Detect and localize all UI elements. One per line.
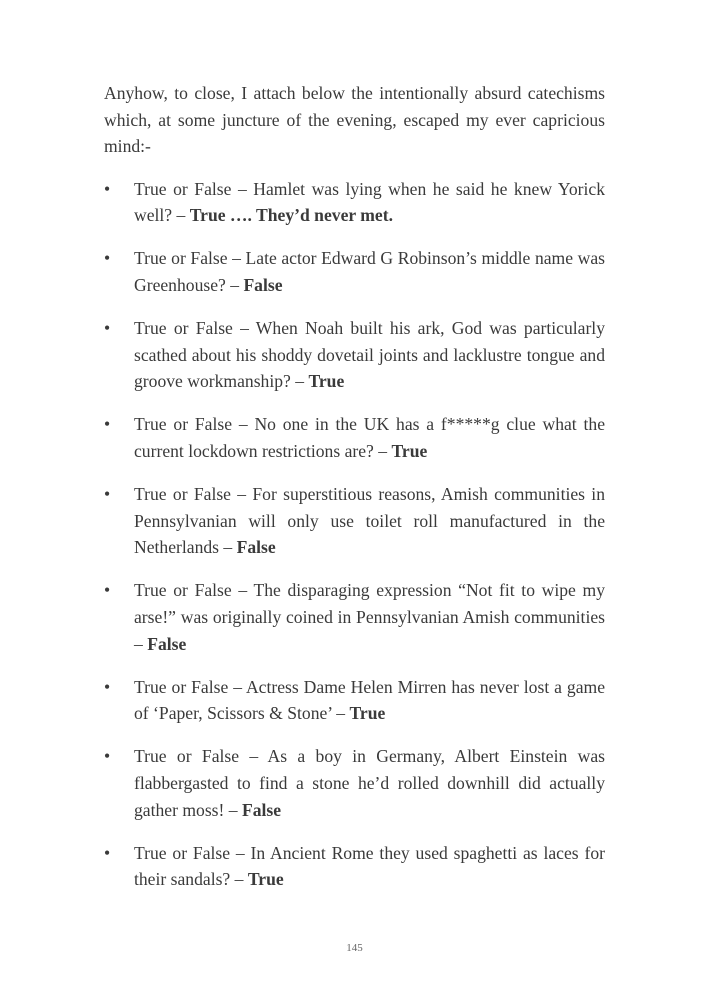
list-item: [104, 245, 605, 298]
answer-text: True: [391, 441, 428, 462]
list-item: [104, 743, 605, 823]
bullet-icon: •: [104, 580, 111, 601]
question-text: True or False – Actress Dame Helen Mirren has never lost a game of ‘Paper, Scissors & Stone’ –: [134, 676, 605, 724]
bullet-icon: •: [104, 318, 111, 339]
bullet-icon: •: [104, 248, 111, 269]
answer-text: False: [147, 633, 187, 654]
question-text: True or False – Late actor Edward G Robinson’s middle name was Greenhouse? –: [134, 248, 605, 296]
question-text: True or False – When Noah built his ark, God was particularly scathed about his shoddy dovetail joints and lacklustre tongue and groove workmanship? –: [134, 318, 605, 392]
bullet-icon: •: [104, 484, 111, 505]
answer-text: False: [242, 799, 282, 820]
question-text: True or False – As a boy in Germany, Albert Einstein was flabbergasted to find a stone he’d rolled downhill did actually gather moss! –: [134, 746, 605, 820]
answer-text: True: [247, 869, 284, 890]
question-text: True or False – No one in the UK has a f*****g clue what the current lockdown restrictions are? –: [134, 414, 605, 462]
intro-paragraph: Anyhow, to close, I attach below the intentionally absurd catechisms which, at some juncture of the evening, escaped my ever capricious mind:-: [104, 83, 605, 157]
list-item: [104, 577, 605, 657]
true-false-list: [104, 176, 605, 893]
list-item: [104, 840, 605, 893]
question-text: True or False – In Ancient Rome they used spaghetti as laces for their sandals? –: [134, 842, 605, 890]
list-item: [104, 411, 605, 464]
answer-text: True …. They’d never met.: [189, 205, 393, 226]
answer-text: False: [236, 537, 276, 558]
answer-text: False: [243, 275, 283, 296]
bullet-icon: •: [104, 414, 111, 435]
question-text: True or False – The disparaging expression “Not fit to wipe my arse!” was originally coined in Pennsylvanian Amish communities –: [134, 580, 605, 654]
question-text: True or False – Hamlet was lying when he said he knew Yorick well? –: [134, 178, 605, 226]
bullet-icon: •: [104, 842, 111, 863]
bullet-icon: •: [104, 178, 111, 199]
bullet-icon: •: [104, 746, 111, 767]
list-item: [104, 315, 605, 395]
list-item: [104, 481, 605, 561]
list-item: [104, 176, 605, 229]
question-text: True or False – For superstitious reasons, Amish communities in Pennsylvanian will only use toilet roll manufactured in the Netherlands –: [134, 484, 605, 558]
page-body: [104, 80, 605, 909]
answer-text: True: [308, 371, 345, 392]
answer-text: True: [349, 703, 386, 724]
page-number: 145: [346, 942, 363, 954]
list-item: [104, 674, 605, 727]
bullet-icon: •: [104, 676, 111, 697]
